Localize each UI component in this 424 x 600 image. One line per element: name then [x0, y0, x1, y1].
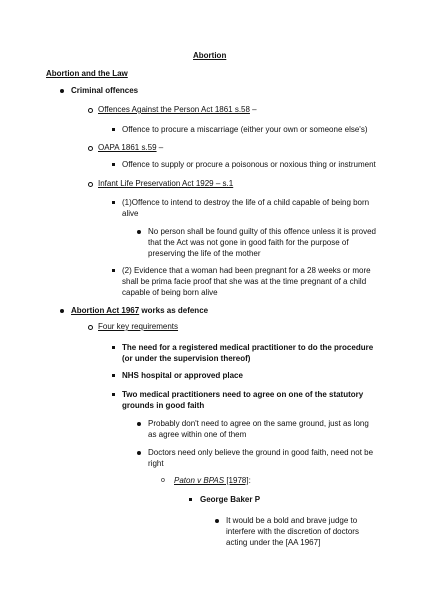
bullet-dot-icon [60, 89, 64, 93]
bullet-dot-icon [137, 230, 141, 234]
bullet-circle-icon [88, 146, 93, 151]
bullet-square-icon [112, 346, 115, 349]
bullet-square-icon [112, 201, 115, 204]
oapa-s58-title: Offences Against the Person Act 1861 s.58 [98, 105, 250, 114]
ilpa-subpoint-line-2: that the Act was not gone in good faith for the purpose of [148, 238, 349, 247]
ilpa-point-2-line-3: capable of being born alive [122, 288, 218, 297]
quote-line-2: interfere with the discretion of doctors [226, 527, 359, 536]
bullet-circle-icon [88, 182, 93, 187]
note-2-line-1: Doctors need only believe the ground in good faith, need not be [148, 448, 374, 457]
bullet-square-icon [112, 269, 115, 272]
ilpa-point-2-line-2: shall be prima facie proof that she was at the time pregnant of a child [122, 277, 367, 286]
ilpa-point-1-line-1: (1)Offence to intend to destroy the life of a child capable of being born [122, 198, 370, 207]
bullet-square-icon [112, 374, 115, 377]
oapa-s59-title: OAPA 1861 s.59 [98, 143, 157, 152]
ilpa-title: Infant Life Preservation Act 1929 – s.1 [98, 179, 234, 188]
requirement-3-line-2: grounds in good faith [122, 401, 205, 410]
abortion-act-suffix: works as defence [139, 306, 209, 315]
bullet-square-icon [112, 163, 115, 166]
note-1-line-2: as agree within one of them [148, 430, 247, 439]
bullet-dot-icon [60, 309, 64, 313]
bullet-o-icon: o [161, 477, 165, 484]
bullet-dot-icon [137, 451, 141, 455]
ilpa-point-2-line-1: (2) Evidence that a woman had been pregnant for a 28 weeks or more [122, 266, 371, 275]
oapa-s58-item [98, 104, 257, 115]
note-1-line-1: Probably don't need to agree on the same ground, just as long [148, 419, 369, 428]
bullet-circle-icon [88, 108, 93, 113]
case-tail: : [248, 476, 251, 485]
bullet-square-icon [112, 393, 115, 396]
ilpa-point-1-line-2: alive [122, 209, 139, 218]
ilpa-subpoint-line-1: No person shall be found guilty of this offence unless it is proved [148, 227, 376, 236]
bullet-dot-icon [215, 519, 219, 523]
bullet-circle-icon [88, 325, 93, 330]
oapa-s59-suffix: – [156, 143, 164, 152]
requirement-1-line-2: (or under the supervision thereof) [122, 354, 251, 363]
criminal-offences-label: Criminal offences [71, 86, 139, 95]
ilpa-subpoint-line-3: preserving the life of the mother [148, 249, 261, 258]
four-requirements-title: Four key requirements [98, 322, 179, 331]
case-citation [174, 475, 251, 486]
quote-line-3: acting under the [AA 1967] [226, 538, 321, 547]
requirement-3-line-1: Two medical practitioners need to agree on one of the statutory [122, 390, 364, 399]
quote-line-1: It would be a bold and brave judge to [226, 516, 358, 525]
bullet-square-icon [112, 128, 115, 131]
oapa-s58-suffix: – [249, 105, 257, 114]
requirement-2: NHS hospital or approved place [122, 371, 243, 380]
section-heading: Abortion and the Law [46, 69, 128, 78]
oapa-s59-item [98, 142, 163, 153]
requirement-1-line-1: The need for a registered medical practitioner to do the procedure [122, 343, 374, 352]
judge-name: George Baker P [200, 495, 261, 504]
oapa-s59-point: Offence to supply or procure a poisonous or noxious thing or instrument [122, 160, 376, 169]
case-name: Paton v BPAS [174, 476, 225, 485]
oapa-s58-point: Offence to procure a miscarriage (either your own or someone else's) [122, 125, 368, 134]
document-title: Abortion [193, 51, 227, 60]
note-2-line-2: right [148, 459, 164, 468]
case-year: [1978] [224, 476, 249, 485]
abortion-act-title: Abortion Act 1967 [71, 306, 140, 315]
bullet-dot-icon [137, 422, 141, 426]
abortion-act-item [71, 305, 208, 316]
bullet-square-icon [189, 498, 192, 501]
